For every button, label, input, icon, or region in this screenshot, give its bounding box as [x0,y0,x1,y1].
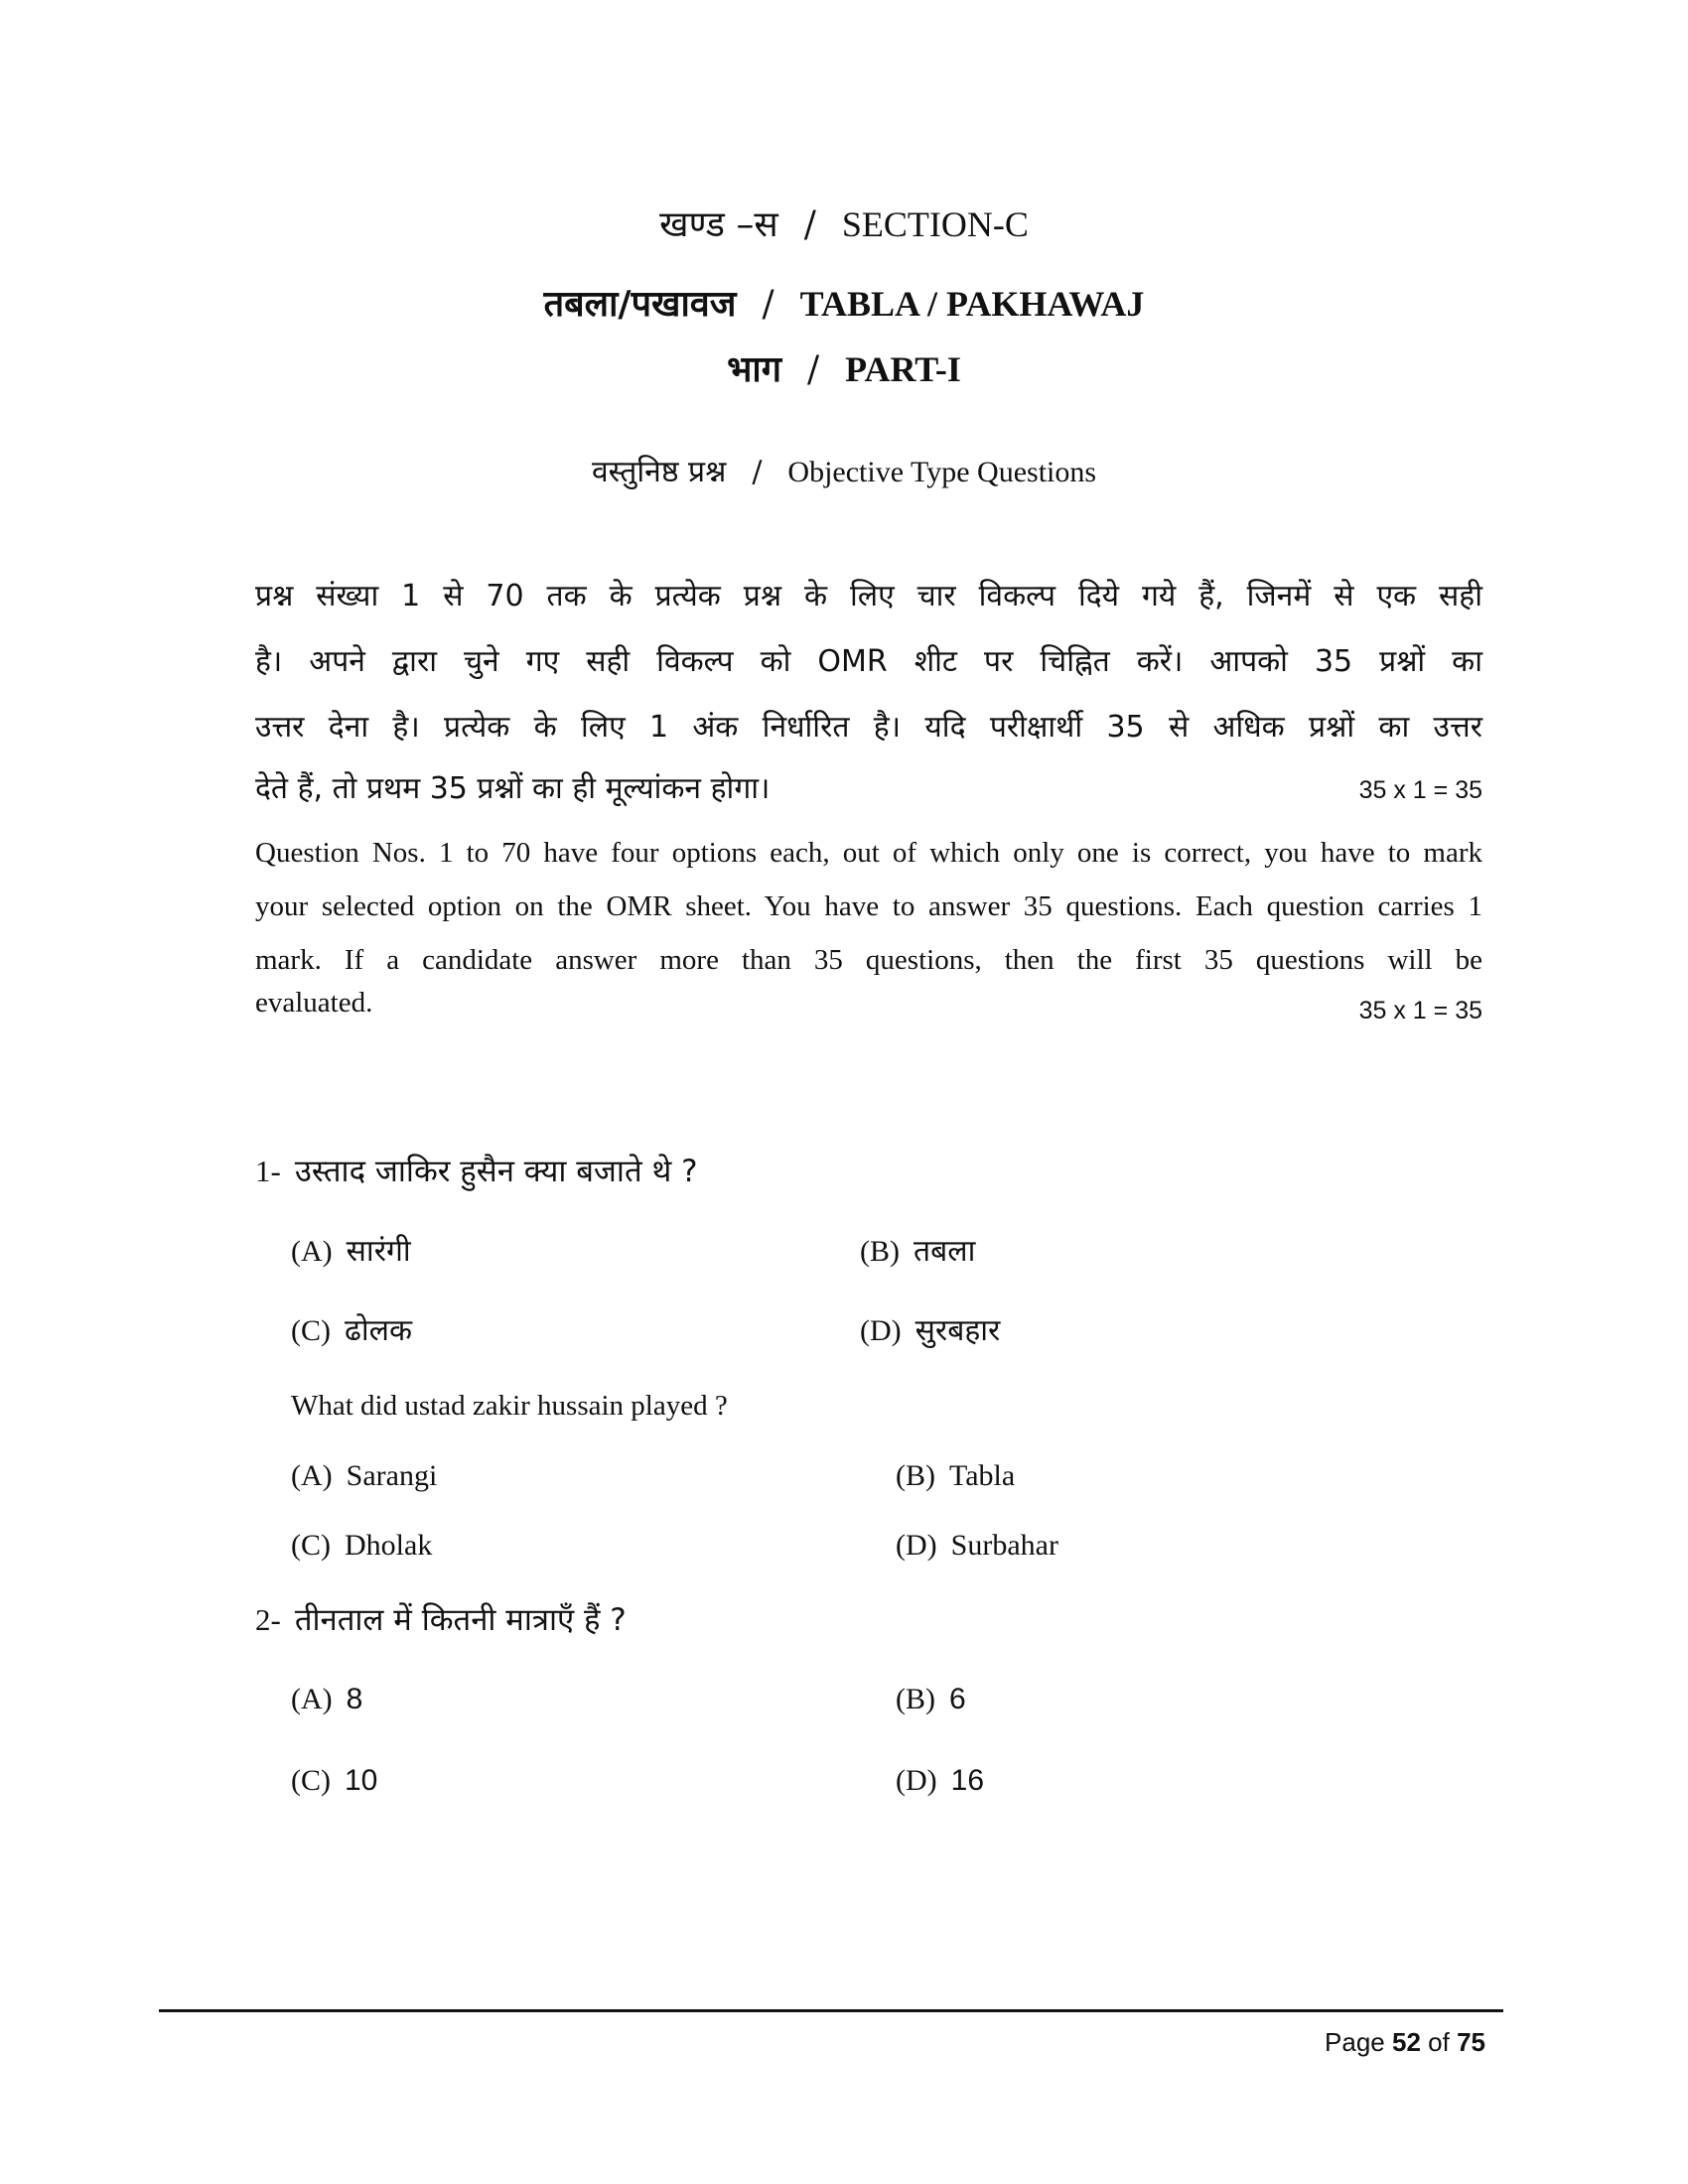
question-1-stem-en: What did ustad zakir hussain played ? [291,1390,728,1422]
instruction-hi-line-4: देते हैं, तो प्रथम 35 प्रश्नों का ही मूल्यांकन होगा। [255,771,771,806]
part-heading-en: PART-I [845,349,961,389]
page-total: 75 [1457,2027,1485,2057]
option-label: (A) [291,1235,333,1268]
option-text: तबला [914,1234,976,1269]
subject-heading [0,278,1688,327]
question-2-option-b[interactable] [896,1682,966,1716]
option-text: Dholak [345,1529,433,1562]
option-label: (D) [896,1529,937,1562]
instruction-hi-line-2: है। अपने द्वारा चुने गए सही विकल्प को OMR शीट पर चिह्नित करें। आपको 35 प्रश्नों का [255,644,1482,679]
option-label: (A) [291,1459,333,1492]
question-2-option-c[interactable] [291,1763,377,1798]
option-label: (C) [291,1764,331,1797]
page-current: 52 [1392,2027,1421,2057]
part-heading [0,343,1688,392]
instruction-en-line-4: evaluated. [255,987,373,1019]
question-2-text-hi: तीनताल में कितनी मात्राएँ हैं ? [294,1602,627,1638]
part-heading-hi: भाग [727,349,781,390]
option-label: (A) [291,1683,333,1715]
instruction-en-line-2: your selected option on the OMR sheet. You have to answer 35 questions. Each question carries 1 [255,890,1482,922]
question-2-stem-hi [255,1598,627,1640]
question-1-option-c-hi[interactable] [291,1308,412,1349]
question-1-option-c-en[interactable] [291,1529,432,1563]
option-text: 8 [346,1683,363,1715]
option-text: 10 [345,1764,378,1797]
option-text: 6 [949,1683,966,1715]
subject-heading-separator: / [762,284,774,325]
instruction-en-marks: 35 x 1 = 35 [1358,997,1482,1024]
instruction-en-line-3: mark. If a candidate answer more than 35 questions, then the first 35 questions will be [255,944,1482,976]
section-heading-separator: / [803,205,816,245]
section-heading [0,199,1688,247]
question-1-option-a-en[interactable] [291,1459,437,1493]
question-1-option-b-en[interactable] [896,1459,1015,1493]
footer-divider [159,2009,1503,2012]
instruction-hi-line-3: उत्तर देना है। प्रत्येक के लिए 1 अंक निर्धारित है। यदि परीक्षार्थी 35 से अधिक प्रश्नों का उत्तर [255,710,1482,745]
option-label: (B) [860,1235,900,1268]
option-text: Surbahar [950,1529,1058,1562]
subject-heading-en: TABLA / PAKHAWAJ [799,284,1145,324]
question-1-option-a-hi[interactable] [291,1229,411,1270]
question-2-number: 2- [255,1602,281,1637]
of-word: of [1428,2027,1450,2057]
option-text: सारंगी [346,1234,411,1269]
question-2-option-a[interactable] [291,1682,362,1716]
option-text: ढोलक [345,1313,413,1348]
option-text: Tabla [949,1459,1016,1492]
part-heading-separator: / [807,349,820,390]
question-1-option-b-hi[interactable] [860,1229,975,1270]
subject-heading-hi: तबला/पखावज [543,284,737,325]
option-text: सुरबहार [914,1313,1001,1348]
option-label: (C) [291,1314,331,1347]
page-word: Page [1325,2027,1385,2057]
objective-heading-en: Objective Type Questions [787,456,1097,488]
instruction-hi-marks: 35 x 1 = 35 [1358,776,1482,804]
instruction-hi-line-1: प्रश्न संख्या 1 से 70 तक के प्रत्येक प्रश्न के लिए चार विकल्प दिये गये हैं, जिनमें से एक सही [255,579,1482,614]
objective-heading-hi: वस्तुनिष्ठ प्रश्न [591,455,727,489]
instruction-en-line-1: Question Nos. 1 to 70 have four options each, out of which only one is correct, you have to mark [255,837,1482,869]
option-label: (B) [896,1459,935,1492]
question-2-option-d[interactable] [896,1763,984,1798]
option-label: (B) [896,1683,935,1715]
question-1-option-d-hi[interactable] [860,1308,1000,1349]
section-heading-hi: खण्ड –स [659,205,778,245]
option-label: (D) [860,1314,902,1347]
objective-heading-separator: / [752,455,763,489]
option-label: (D) [896,1764,937,1797]
page-number [1325,2027,1485,2058]
option-label: (C) [291,1529,331,1562]
question-1-option-d-en[interactable] [896,1529,1058,1563]
option-text: 16 [950,1764,985,1797]
section-heading-en: SECTION-C [841,205,1029,244]
question-1-stem-hi [255,1150,698,1191]
objective-heading [0,450,1688,490]
question-1-text-hi: उस्ताद जाकिर हुसैन क्या बजाते थे ? [294,1154,698,1189]
question-1-number: 1- [255,1154,281,1188]
option-text: Sarangi [346,1459,438,1492]
